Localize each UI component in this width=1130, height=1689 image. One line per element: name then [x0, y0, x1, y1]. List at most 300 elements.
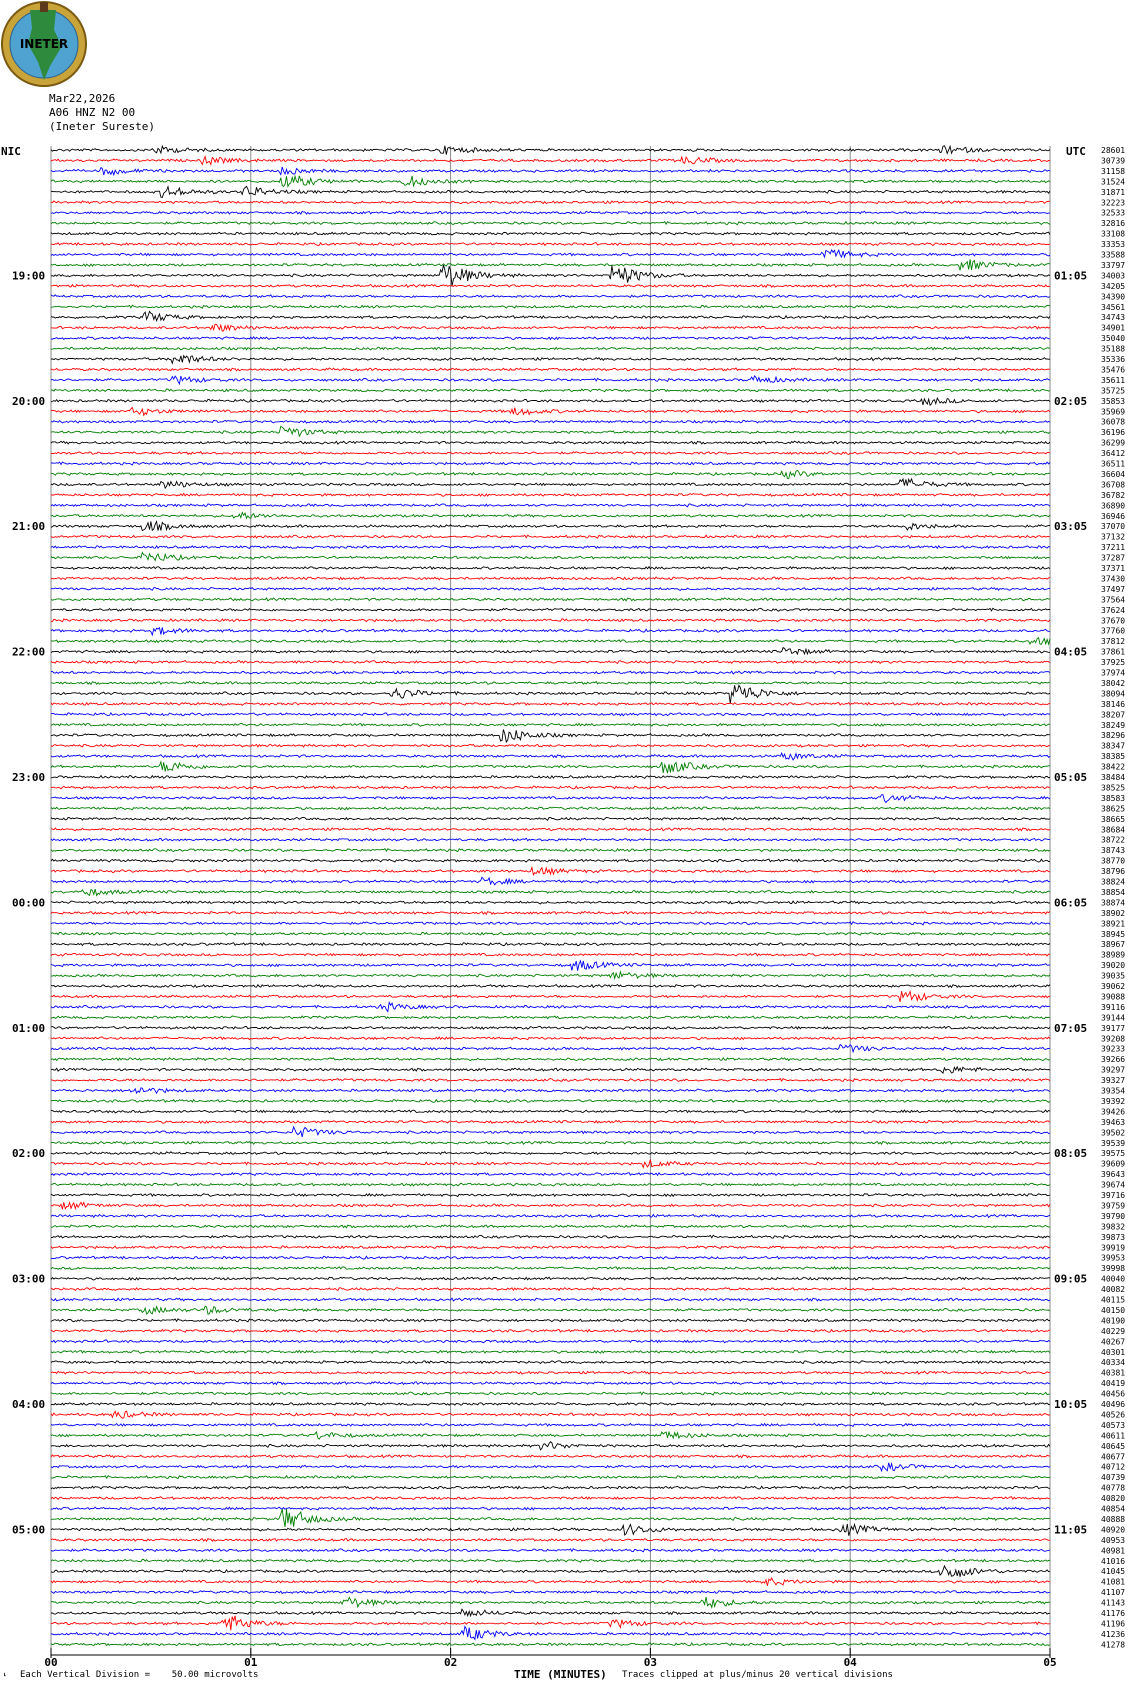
seismic-trace [51, 588, 1050, 591]
seismic-trace [51, 638, 1050, 645]
seismic-trace [51, 1392, 1050, 1395]
trace-count-label: 39062 [1101, 982, 1126, 991]
seismic-trace [51, 1350, 1050, 1353]
seismic-trace [51, 1194, 1050, 1197]
seismic-trace [51, 1371, 1050, 1374]
trace-count-label: 31871 [1101, 187, 1126, 197]
station-label: A06 HNZ N2 00 [49, 106, 136, 119]
seismic-trace [51, 1173, 1050, 1176]
trace-count-label: 41107 [1101, 1588, 1126, 1598]
seismic-trace [51, 972, 1050, 979]
trace-count-label: 40381 [1101, 1368, 1126, 1378]
trace-count-label: 40229 [1101, 1326, 1126, 1336]
trace-count-label: 33588 [1101, 250, 1126, 260]
seismic-trace [51, 753, 1050, 760]
seismic-trace [51, 1246, 1050, 1249]
seismic-trace [51, 849, 1050, 852]
trace-count-label: 40953 [1101, 1535, 1126, 1545]
seismic-trace [51, 859, 1050, 862]
trace-count-label: 39392 [1101, 1096, 1126, 1106]
seismic-trace [51, 1643, 1050, 1646]
seismic-trace [51, 546, 1050, 549]
seismic-trace [51, 1591, 1050, 1594]
seismic-trace [51, 1202, 1050, 1209]
trace-count-label: 36946 [1101, 511, 1126, 521]
left-hour-label: 23:00 [12, 771, 46, 784]
seismic-trace [51, 186, 1050, 197]
trace-count-label: 39463 [1101, 1117, 1126, 1127]
trace-count-label: 41016 [1101, 1556, 1126, 1566]
seismic-trace [51, 1609, 1050, 1616]
seismic-trace [51, 305, 1050, 308]
trace-count-label: 28601 [1101, 146, 1126, 155]
trace-count-label: 37974 [1101, 668, 1126, 678]
trace-count-label: 37070 [1101, 522, 1126, 532]
trace-count-label: 37812 [1101, 637, 1126, 647]
seismic-trace [51, 504, 1050, 507]
trace-count-label: 38874 [1101, 898, 1126, 908]
trace-count-label: 39609 [1101, 1159, 1126, 1169]
trace-count-label: 40820 [1101, 1494, 1126, 1504]
seismic-trace [51, 312, 1050, 321]
seismic-trace [51, 1037, 1050, 1040]
seismic-trace [51, 222, 1050, 225]
trace-count-label: 39832 [1101, 1222, 1126, 1232]
trace-count-label: 39177 [1101, 1023, 1126, 1033]
trace-count-label: 38525 [1101, 783, 1126, 793]
trace-count-label: 34205 [1101, 281, 1126, 291]
seismic-trace [51, 1016, 1050, 1019]
seismic-trace [51, 1424, 1050, 1427]
x-tick-label: 04 [843, 1656, 857, 1669]
trace-count-label: 38684 [1101, 825, 1126, 835]
seismic-trace [51, 567, 1050, 570]
seismic-trace [51, 889, 1050, 896]
trace-count-label: 36782 [1101, 490, 1126, 500]
trace-count-label: 38094 [1101, 689, 1126, 699]
seismic-trace [51, 838, 1050, 841]
seismic-trace [51, 1566, 1050, 1577]
seismic-trace [51, 817, 1050, 820]
trace-count-label: 37211 [1101, 543, 1126, 553]
trace-count-label: 39144 [1101, 1013, 1126, 1023]
seismic-trace [51, 1455, 1050, 1458]
trace-count-label: 41236 [1101, 1629, 1126, 1639]
trace-count-label: 36511 [1101, 459, 1126, 469]
trace-count-label: 40526 [1101, 1410, 1126, 1420]
trace-count-label: 38296 [1101, 731, 1126, 741]
seismic-trace [51, 795, 1050, 803]
trace-count-label: 38989 [1101, 950, 1126, 960]
trace-count-label: 33108 [1101, 229, 1126, 239]
seismic-trace [51, 1476, 1050, 1479]
trace-count-label: 40150 [1101, 1305, 1126, 1315]
trace-count-label: 40496 [1101, 1400, 1126, 1409]
trace-count-label: 31158 [1101, 166, 1126, 176]
seismic-trace [51, 462, 1050, 465]
trace-count-label: 41176 [1101, 1609, 1126, 1618]
seismic-trace [51, 1627, 1050, 1640]
seismic-trace [51, 877, 1050, 885]
trace-count-label: 39873 [1101, 1232, 1126, 1242]
seismic-trace [51, 441, 1050, 444]
trace-count-label: 39354 [1101, 1086, 1126, 1096]
trace-count-label: 40712 [1101, 1462, 1126, 1472]
seismic-trace [51, 368, 1050, 371]
trace-count-label: 34003 [1101, 271, 1126, 281]
seismic-trace [51, 577, 1050, 580]
seismic-trace [51, 682, 1050, 685]
seismic-trace [51, 1058, 1050, 1061]
right-hour-label: 01:05 [1054, 269, 1088, 283]
trace-count-label: 38854 [1101, 887, 1126, 897]
trace-count-label: 38146 [1101, 699, 1126, 709]
scale-icon: ⸤ [2, 1668, 8, 1678]
seismic-trace [51, 762, 1050, 773]
seismic-trace [51, 265, 1050, 286]
trace-count-label: 34390 [1101, 292, 1126, 302]
trace-count-label: 38824 [1101, 877, 1126, 887]
trace-count-label: 37287 [1101, 553, 1126, 563]
trace-count-label: 36604 [1101, 469, 1126, 479]
seismic-trace [51, 295, 1050, 298]
seismic-trace [51, 961, 1050, 971]
trace-count-label: 39674 [1101, 1180, 1126, 1190]
trace-count-label: 40115 [1101, 1295, 1126, 1305]
left-hour-label: 01:00 [12, 1021, 46, 1035]
seismic-trace [51, 250, 1050, 257]
trace-count-label: 40739 [1101, 1473, 1126, 1483]
seismic-trace [51, 426, 1050, 436]
seismic-trace [51, 420, 1050, 423]
seismic-trace [51, 1306, 1050, 1314]
seismic-trace [51, 1507, 1050, 1510]
seismic-trace [51, 598, 1050, 601]
trace-count-label: 36708 [1101, 480, 1126, 490]
seismic-trace [51, 1509, 1050, 1527]
trace-count-label: 40611 [1101, 1431, 1126, 1441]
trace-count-label: 36890 [1101, 501, 1126, 511]
trace-count-label: 39116 [1101, 1002, 1126, 1012]
seismic-trace [51, 1340, 1050, 1343]
seismic-trace [51, 985, 1050, 988]
trace-count-label: 39035 [1101, 971, 1126, 981]
left-hour-label: 02:00 [12, 1147, 46, 1161]
right-hour-label: 02:05 [1054, 394, 1088, 408]
seismic-trace [51, 1559, 1050, 1562]
seismic-trace [51, 522, 1050, 531]
trace-count-label: 39020 [1101, 961, 1126, 971]
seismic-trace [51, 1319, 1050, 1322]
seismic-trace [51, 1002, 1050, 1011]
trace-count-label: 37430 [1101, 574, 1126, 584]
trace-count-label: 39502 [1101, 1128, 1126, 1138]
left-hour-label: 19:00 [12, 269, 46, 283]
seismic-trace [51, 479, 1050, 488]
seismic-trace [51, 1277, 1050, 1280]
seismic-trace [51, 1442, 1050, 1450]
seismic-trace [51, 744, 1050, 747]
trace-count-label: 39426 [1101, 1107, 1126, 1117]
trace-count-label: 40082 [1101, 1285, 1126, 1295]
trace-count-label: 31524 [1101, 177, 1126, 187]
trace-count-label: 40040 [1101, 1274, 1126, 1284]
right-hour-label: 03:05 [1054, 520, 1088, 534]
seismic-trace [51, 398, 1050, 405]
right-hour-label: 05:05 [1054, 771, 1088, 784]
trace-count-label: 39998 [1101, 1264, 1126, 1274]
seismic-trace [51, 730, 1050, 743]
seismic-trace [51, 901, 1050, 904]
seismic-trace [51, 1141, 1050, 1144]
seismic-trace [51, 1597, 1050, 1608]
trace-count-label: 38422 [1101, 762, 1126, 772]
seismic-trace [51, 1127, 1050, 1137]
seismic-trace [51, 232, 1050, 235]
trace-count-label: 32816 [1101, 219, 1126, 229]
seismic-trace [51, 347, 1050, 350]
trace-count-label: 39575 [1101, 1149, 1126, 1159]
trace-count-label: 37670 [1101, 616, 1126, 626]
clip-note: Traces clipped at plus/minus 20 vertical divisions [622, 1670, 893, 1680]
x-tick-label: 03 [643, 1656, 658, 1669]
trace-count-label: 36299 [1101, 438, 1126, 448]
trace-count-label: 38042 [1101, 678, 1126, 688]
right-timezone-label: UTC [1066, 145, 1086, 158]
seismic-trace [51, 1361, 1050, 1364]
right-hour-label: 04:05 [1054, 645, 1088, 659]
seismic-trace [51, 1100, 1050, 1103]
trace-count-label: 34901 [1101, 323, 1126, 333]
seismic-trace [51, 146, 1050, 155]
seismic-trace [51, 1160, 1050, 1168]
trace-count-label: 37861 [1101, 647, 1126, 657]
seismic-trace [51, 807, 1050, 810]
trace-count-label: 40334 [1101, 1358, 1126, 1368]
trace-count-label: 39266 [1101, 1055, 1126, 1065]
seismic-trace [51, 493, 1050, 496]
seismic-trace [51, 1256, 1050, 1259]
trace-count-label: 40645 [1101, 1441, 1126, 1451]
trace-count-label: 36078 [1101, 417, 1126, 427]
seismic-trace [51, 922, 1050, 925]
trace-count-label: 40573 [1101, 1420, 1126, 1430]
trace-count-label: 32223 [1101, 198, 1126, 208]
trace-count-label: 38665 [1101, 814, 1126, 824]
x-tick-label: 00 [44, 1656, 58, 1669]
date-label: Mar22,2026 [49, 92, 116, 105]
trace-count-label: 39790 [1101, 1211, 1126, 1221]
seismic-trace [51, 786, 1050, 789]
seismic-trace [51, 1225, 1050, 1228]
trace-count-label: 39953 [1101, 1253, 1126, 1263]
trace-count-label: 40677 [1101, 1452, 1126, 1462]
trace-count-label: 39088 [1101, 992, 1126, 1002]
right-hour-label: 06:05 [1054, 896, 1088, 910]
seismic-trace [51, 648, 1050, 654]
seismic-trace [51, 167, 1050, 175]
right-hour-label: 11:05 [1054, 1523, 1088, 1537]
trace-count-label: 35476 [1101, 365, 1126, 375]
seismic-trace [51, 284, 1050, 287]
trace-count-label: 35188 [1101, 344, 1126, 354]
seismic-trace [51, 1382, 1050, 1385]
trace-count-label: 40190 [1101, 1316, 1126, 1326]
seismic-trace [51, 157, 1050, 165]
seismic-trace [51, 1330, 1050, 1333]
left-hour-label: 04:00 [12, 1398, 46, 1411]
trace-count-label: 39327 [1101, 1076, 1126, 1086]
left-hour-label: 22:00 [12, 645, 46, 659]
seismic-trace [51, 1235, 1050, 1238]
trace-count-label: 38722 [1101, 835, 1126, 845]
seismic-trace [51, 776, 1050, 779]
trace-count-label: 41045 [1101, 1567, 1126, 1577]
trace-count-label: 36412 [1101, 449, 1126, 459]
x-tick-label: 05 [1043, 1656, 1057, 1669]
seismic-trace [51, 685, 1050, 703]
seismic-trace [51, 991, 1050, 1002]
trace-count-label: 38945 [1101, 929, 1126, 939]
seismic-trace [51, 176, 1050, 187]
seismic-trace [51, 1088, 1050, 1093]
trace-count-label: 37497 [1101, 584, 1126, 594]
seismic-trace [51, 1045, 1050, 1052]
trace-count-label: 40301 [1101, 1347, 1126, 1357]
trace-count-label: 34743 [1101, 313, 1126, 323]
trace-count-label: 30739 [1101, 156, 1126, 166]
x-tick-label: 01 [244, 1656, 258, 1669]
seismic-trace [51, 868, 1050, 875]
trace-count-label: 33353 [1101, 240, 1126, 250]
seismic-trace [51, 1549, 1050, 1552]
trace-count-label: 38770 [1101, 856, 1126, 866]
trace-count-label: 39716 [1101, 1191, 1126, 1200]
seismic-trace [51, 943, 1050, 946]
trace-count-label: 39297 [1101, 1065, 1126, 1075]
trace-count-label: 38902 [1101, 908, 1126, 918]
seismic-trace [51, 1027, 1050, 1030]
trace-count-label: 39539 [1101, 1138, 1126, 1148]
seismic-traces [51, 146, 1050, 1646]
seismic-trace [51, 408, 1050, 416]
right-time-labels [1054, 269, 1087, 1536]
seismic-trace [51, 356, 1050, 364]
seismic-trace [51, 243, 1050, 246]
left-hour-label: 21:00 [12, 520, 46, 534]
seismic-trace [51, 324, 1050, 331]
trace-count-label: 38207 [1101, 710, 1126, 720]
seismic-trace [51, 619, 1050, 622]
trace-count-label: 38796 [1101, 867, 1126, 877]
left-time-labels [12, 269, 45, 1536]
seismic-trace [51, 259, 1050, 270]
trace-count-label: 40778 [1101, 1483, 1126, 1493]
left-hour-label: 03:00 [12, 1272, 46, 1286]
seismic-trace [51, 608, 1050, 611]
trace-count-label: 35969 [1101, 407, 1126, 417]
seismic-trace [51, 513, 1050, 519]
trace-count-label: 40920 [1101, 1525, 1126, 1535]
trace-count-label: 37132 [1101, 532, 1126, 542]
trace-count-label: 38921 [1101, 919, 1126, 929]
trace-count-label: 41143 [1101, 1598, 1126, 1608]
seismic-trace [51, 1432, 1050, 1439]
seismic-trace [51, 953, 1050, 956]
seismic-trace [51, 627, 1050, 635]
seismic-trace [51, 376, 1050, 384]
trace-count-label: 40981 [1101, 1546, 1126, 1556]
minute-gridlines [51, 146, 1050, 1655]
trace-count-label: 39919 [1101, 1243, 1126, 1253]
trace-count-label: 39759 [1101, 1201, 1126, 1211]
seismic-trace [51, 1538, 1050, 1541]
trace-count-label: 38484 [1101, 773, 1126, 782]
seismic-trace [51, 932, 1050, 935]
right-hour-label: 07:05 [1054, 1021, 1088, 1035]
seismic-trace [51, 1183, 1050, 1186]
trace-count-label: 35336 [1101, 355, 1126, 364]
seismic-trace [51, 201, 1050, 204]
seismic-trace [51, 1067, 1050, 1073]
trace-count-label: 34561 [1101, 302, 1126, 312]
seismic-trace [51, 1486, 1050, 1489]
trace-count-label: 41278 [1101, 1640, 1126, 1650]
seismic-trace [51, 723, 1050, 726]
seismic-trace [51, 1616, 1050, 1630]
right-hour-label: 09:05 [1054, 1272, 1088, 1286]
trace-count-label: 41081 [1101, 1577, 1126, 1587]
trace-count-label: 39208 [1101, 1034, 1126, 1044]
trace-count-label: 38249 [1101, 720, 1126, 730]
x-axis-title: TIME (MINUTES) [514, 1668, 607, 1681]
seismic-trace [51, 1578, 1050, 1586]
trace-count-label: 32533 [1101, 208, 1126, 218]
trace-count-label: 38347 [1101, 741, 1126, 751]
seismic-trace [51, 671, 1050, 674]
seismic-trace [51, 1411, 1050, 1418]
x-tick-label: 02 [443, 1656, 458, 1669]
trace-count-label: 35611 [1101, 375, 1126, 385]
left-hour-label: 20:00 [12, 394, 46, 408]
left-timezone-label: NIC [1, 145, 21, 158]
seismic-trace [51, 1079, 1050, 1082]
trace-count-label: 35040 [1101, 334, 1126, 344]
trace-count-label: 40267 [1101, 1337, 1126, 1347]
seismic-trace [51, 452, 1050, 455]
trace-count-label: 38967 [1101, 940, 1126, 950]
seismic-trace [51, 911, 1050, 914]
seismic-trace [51, 553, 1050, 561]
trace-count-label: 40419 [1101, 1379, 1126, 1389]
trace-count-label: 37760 [1101, 626, 1126, 636]
trace-count-label: 39233 [1101, 1044, 1126, 1054]
seismic-trace [51, 337, 1050, 340]
seismic-trace [51, 1298, 1050, 1301]
trace-count-label: 38583 [1101, 793, 1126, 803]
right-hour-label: 08:05 [1054, 1147, 1088, 1161]
seismic-trace [51, 713, 1050, 716]
seismic-trace [51, 1463, 1050, 1471]
trace-count-label: 37564 [1101, 595, 1126, 605]
site-label: (Ineter Sureste) [49, 120, 155, 133]
seismic-trace [51, 1403, 1050, 1406]
trace-count-label: 37371 [1101, 564, 1126, 573]
seismic-trace [51, 1267, 1050, 1270]
trace-count-label: 33797 [1101, 260, 1126, 270]
seismic-trace [51, 1110, 1050, 1113]
seismic-trace [51, 661, 1050, 664]
